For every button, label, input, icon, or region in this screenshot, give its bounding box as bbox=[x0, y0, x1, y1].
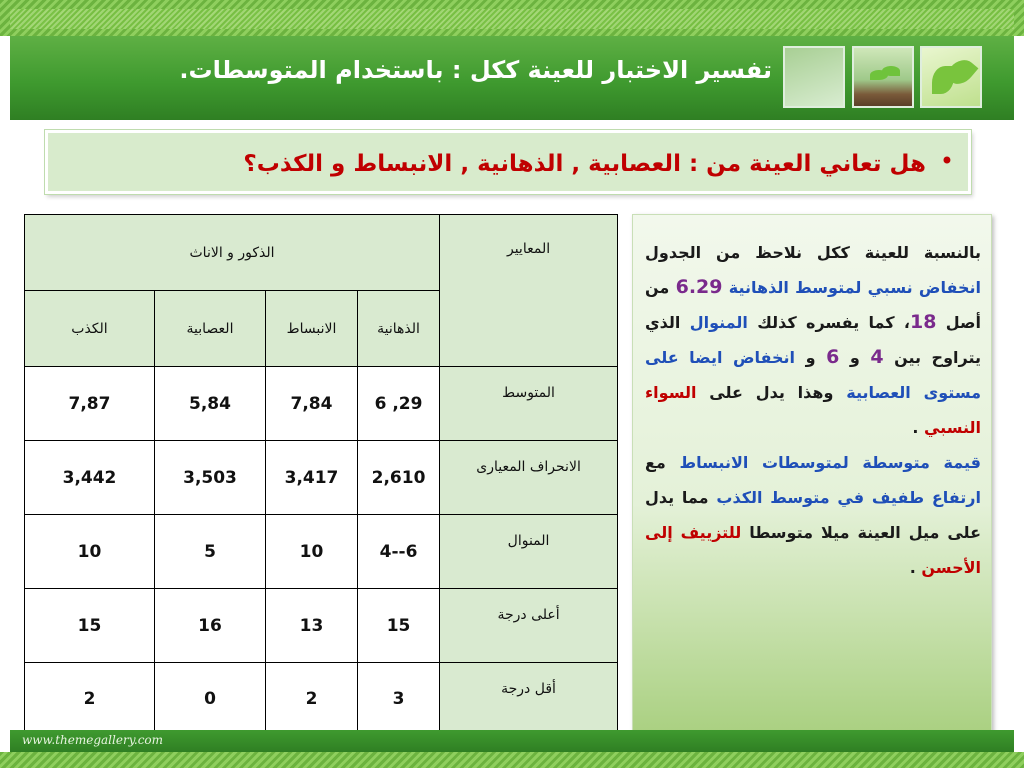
table-cell: 2 bbox=[266, 663, 358, 735]
note-number: 4 bbox=[870, 346, 884, 368]
note-text: الذي يتراوح بين bbox=[645, 313, 981, 367]
table-row bbox=[25, 589, 618, 663]
note-text: من أصل bbox=[645, 278, 981, 332]
top-decorative-stripe bbox=[0, 0, 1024, 36]
row-label: المنوال bbox=[440, 515, 618, 589]
header-thumbnail-sprout bbox=[852, 46, 914, 108]
note-text: بالنسبة للعينة ككل نلاحظ من الجدول bbox=[645, 243, 981, 262]
row-label: المتوسط bbox=[440, 367, 618, 441]
table-row bbox=[25, 663, 618, 735]
note-highlight: انخفاض نسبي لمتوسط الذهانية bbox=[728, 278, 981, 297]
table-cell: 6 ,29 bbox=[358, 367, 440, 441]
note-text: وهذا يدل على bbox=[709, 383, 834, 402]
table-cell: 3 bbox=[358, 663, 440, 735]
note-text: و bbox=[805, 348, 816, 367]
statistics-table bbox=[24, 214, 618, 735]
table-cell: 7,87 bbox=[25, 367, 155, 441]
table-cell: 15 bbox=[358, 589, 440, 663]
table-cell: 2 bbox=[25, 663, 155, 735]
footer-url: www.themegallery.com bbox=[22, 733, 164, 747]
slide-title: تفسير الاختبار للعينة ككل : باستخدام المتوسطات. bbox=[179, 56, 772, 84]
table-cell: 3,442 bbox=[25, 441, 155, 515]
table-cell: 16 bbox=[155, 589, 266, 663]
note-text: مع bbox=[645, 453, 666, 472]
row-label: أقل درجة bbox=[440, 663, 618, 735]
column-header-lie: الكذب bbox=[25, 291, 155, 367]
interpretation-notes bbox=[632, 214, 992, 742]
note-highlight: المنوال bbox=[689, 313, 748, 332]
table-cell: 13 bbox=[266, 589, 358, 663]
table-cell: 4--6 bbox=[358, 515, 440, 589]
note-number: 6 bbox=[826, 346, 840, 368]
note-text: و bbox=[849, 348, 860, 367]
row-label: أعلى درجة bbox=[440, 589, 618, 663]
table-row bbox=[25, 441, 618, 515]
table-cell: 2,610 bbox=[358, 441, 440, 515]
note-highlight: قيمة متوسطة لمتوسطات الانبساط bbox=[679, 453, 981, 472]
bottom-decorative-stripe bbox=[0, 752, 1024, 768]
note-emphasis: السواء النسبي bbox=[645, 383, 981, 437]
table-row bbox=[25, 515, 618, 589]
table-cell: 7,84 bbox=[266, 367, 358, 441]
top-stripe-inner bbox=[10, 9, 1014, 29]
row-label: الانحراف المعيارى bbox=[440, 441, 618, 515]
table-row bbox=[25, 367, 618, 441]
note-text: . bbox=[909, 558, 916, 577]
header-thumbnail-plain bbox=[783, 46, 845, 108]
note-highlight: انخفاض ايضا على مستوى العصابية bbox=[645, 348, 982, 402]
note-text: ، كما يفسره كذلك bbox=[757, 313, 910, 332]
note-text: مما يدل على ميل العينة ميلا متوسطا bbox=[645, 488, 982, 542]
table-cell: 5,84 bbox=[155, 367, 266, 441]
note-emphasis: للتزييف إلى الأحسن bbox=[645, 523, 981, 577]
criteria-header: المعايير bbox=[440, 215, 618, 367]
table-cell: 10 bbox=[25, 515, 155, 589]
question-box bbox=[45, 130, 971, 194]
table-cell: 15 bbox=[25, 589, 155, 663]
table-header-row bbox=[25, 215, 618, 291]
table-cell: 5 bbox=[155, 515, 266, 589]
note-text: . bbox=[912, 418, 919, 437]
table-cell: 10 bbox=[266, 515, 358, 589]
note-highlight: ارتفاع طفيف في متوسط الكذب bbox=[716, 488, 981, 507]
bullet-icon: • bbox=[939, 147, 954, 175]
column-header-psychoticism: الذهانية bbox=[358, 291, 440, 367]
column-header-extraversion: الانبساط bbox=[266, 291, 358, 367]
question-text: هل تعاني العينة من : العصابية , الذهانية , الانبساط و الكذب؟ bbox=[243, 151, 926, 177]
note-number: 6.29 bbox=[675, 276, 723, 298]
group-header: الذكور و الاناث bbox=[25, 215, 440, 291]
table-cell: 3,417 bbox=[266, 441, 358, 515]
table-cell: 0 bbox=[155, 663, 266, 735]
note-number: 18 bbox=[909, 311, 937, 333]
header-thumbnail-leaves bbox=[920, 46, 982, 108]
sprout-leaf-icon bbox=[882, 66, 900, 76]
column-header-neuroticism: العصابية bbox=[155, 291, 266, 367]
table-cell: 3,503 bbox=[155, 441, 266, 515]
